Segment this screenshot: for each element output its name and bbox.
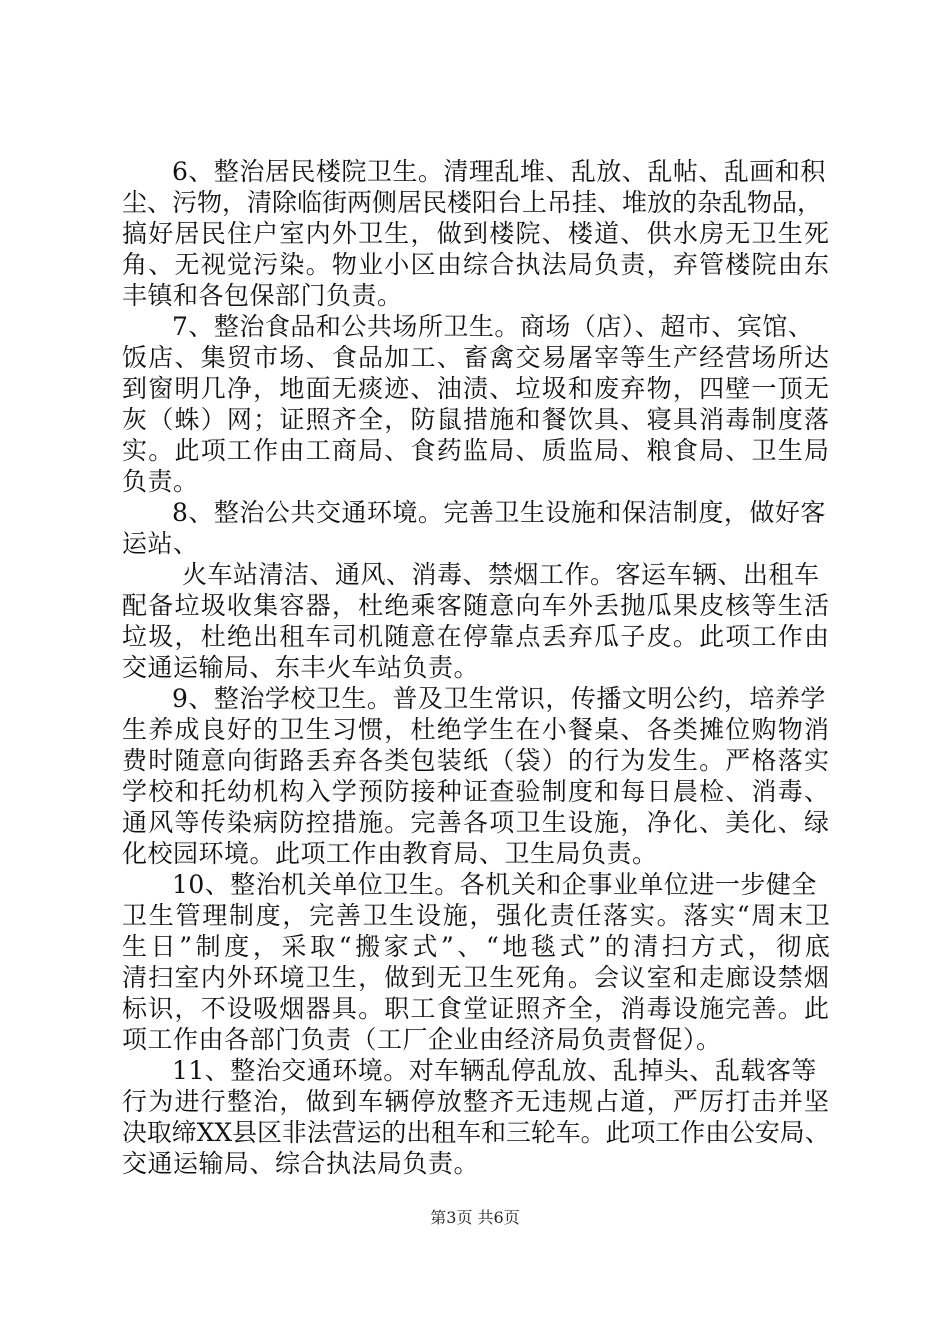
paragraph-line: 垃圾，杜绝出租车司机随意在停靠点丢弃瓜子皮。此项工作由 bbox=[122, 622, 831, 651]
paragraph-line: 实。此项工作由工商局、食药监局、质监局、粮食局、卫生局 bbox=[122, 436, 831, 465]
paragraph-line: 搞好居民住户室内外卫生，做到楼院、楼道、供水房无卫生死 bbox=[122, 219, 831, 248]
paragraph-line: 生日”制度，采取“搬家式”、“地毯式”的清扫方式，彻底 bbox=[122, 932, 834, 961]
paragraph-line: 6、整治居民楼院卫生。清理乱堆、乱放、乱帖、乱画和积 bbox=[172, 157, 826, 186]
paragraph-line: 到窗明几净，地面无痰迹、油渍、垃圾和废弃物，四壁一顶无 bbox=[122, 374, 831, 403]
paragraph-line: 角、无视觉污染。物业小区由综合执法局负责，弃管楼院由东 bbox=[122, 250, 831, 279]
paragraph-line: 灰（蛛）网；证照齐全，防鼠措施和餐饮具、寝具消毒制度落 bbox=[122, 405, 831, 434]
paragraph-line: 火车站清洁、通风、消毒、禁烟工作。客运车辆、出租车 bbox=[182, 560, 820, 589]
paragraph-line: 决取缔XX县区非法营运的出租车和三轮车。此项工作由公安局、 bbox=[122, 1118, 830, 1147]
paragraph-line: 通风等传染病防控措施。完善各项卫生设施，净化、美化、绿 bbox=[122, 808, 831, 837]
paragraph-line: 丰镇和各包保部门负责。 bbox=[122, 281, 403, 310]
paragraph-line: 卫生管理制度，完善卫生设施，强化责任落实。落实“周末卫 bbox=[122, 901, 832, 930]
paragraph-line: 交通运输局、东丰火车站负责。 bbox=[122, 653, 480, 682]
paragraph-line: 11、整治交通环境。对车辆乱停乱放、乱掉头、乱载客等 bbox=[172, 1056, 817, 1085]
page-footer: 第3页 共6页 bbox=[430, 1208, 520, 1227]
paragraph-line: 10、整治机关单位卫生。各机关和企事业单位进一步健全 bbox=[172, 870, 817, 899]
paragraph-line: 行为进行整治，做到车辆停放整齐无违规占道，严厉打击并坚 bbox=[122, 1087, 831, 1116]
paragraph-line: 9、整治学校卫生。普及卫生常识，传播文明公约，培养学 bbox=[172, 684, 826, 713]
paragraph-line: 配备垃圾收集容器，杜绝乘客随意向车外丢抛瓜果皮核等生活 bbox=[122, 591, 831, 620]
paragraph-line: 清扫室内外环境卫生，做到无卫生死角。会议室和走廊设禁烟 bbox=[122, 963, 831, 992]
paragraph-line: 项工作由各部门负责（工厂企业由经济局负责督促）。 bbox=[122, 1025, 722, 1054]
paragraph-line: 交通运输局、综合执法局负责。 bbox=[122, 1149, 480, 1178]
paragraph-line: 学校和托幼机构入学预防接种证查验制度和每日晨检、消毒、 bbox=[122, 777, 831, 806]
paragraph-line: 运站、 bbox=[122, 529, 199, 558]
paragraph-line: 8、整治公共交通环境。完善卫生设施和保洁制度，做好客 bbox=[172, 498, 826, 527]
paragraph-line: 7、整治食品和公共场所卫生。商场（店）、超市、宾馆、 bbox=[172, 312, 814, 341]
paragraph-line: 饭店、集贸市场、食品加工、畜禽交易屠宰等生产经营场所达 bbox=[122, 343, 831, 372]
paragraph-line: 负责。 bbox=[122, 467, 199, 496]
paragraph-line: 费时随意向街路丢弃各类包装纸（袋）的行为发生。严格落实 bbox=[122, 746, 831, 775]
paragraph-line: 生养成良好的卫生习惯，杜绝学生在小餐桌、各类摊位购物消 bbox=[122, 715, 831, 744]
paragraph-line: 化校园环境。此项工作由教育局、卫生局负责。 bbox=[122, 839, 658, 868]
paragraph-line: 尘、污物，清除临街两侧居民楼阳台上吊挂、堆放的杂乱物品， bbox=[122, 188, 823, 217]
paragraph-line: 标识，不设吸烟器具。职工食堂证照齐全，消毒设施完善。此 bbox=[122, 994, 831, 1023]
